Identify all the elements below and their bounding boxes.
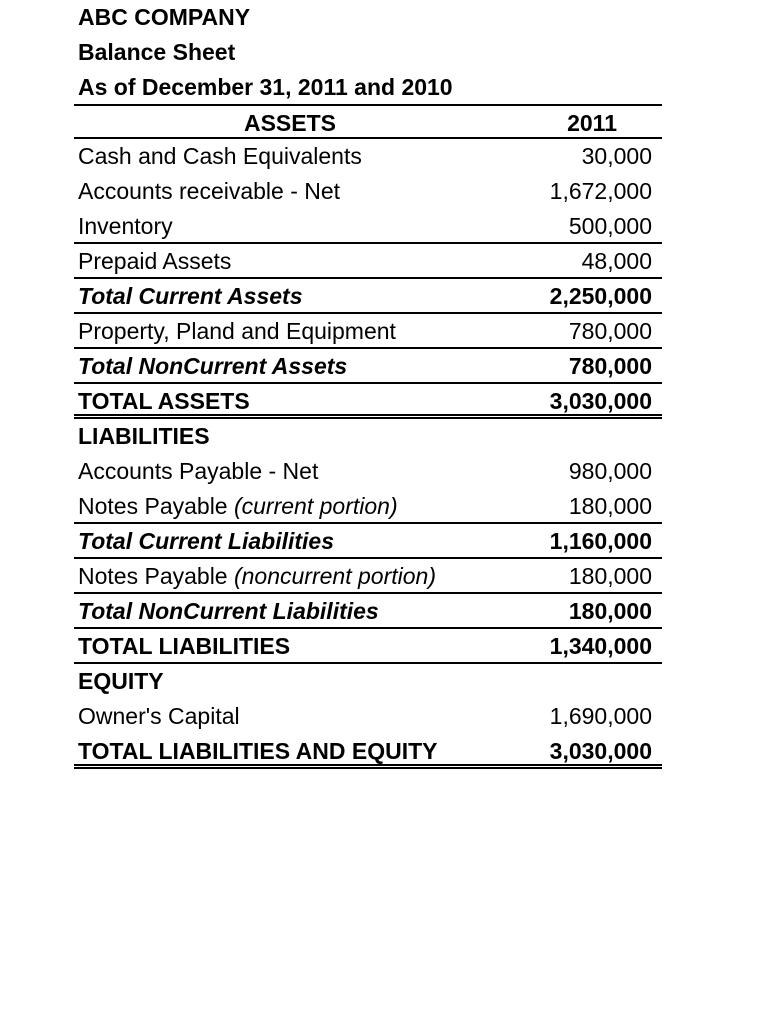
row-total-current-assets bbox=[74, 279, 662, 314]
row-accounts-receivable bbox=[74, 174, 662, 209]
row-label-note: (current portion) bbox=[233, 493, 398, 519]
row-value: 2,250,000 bbox=[549, 283, 652, 309]
row-label: Cash and Cash Equivalents bbox=[78, 143, 362, 169]
row-label-main: Notes Payable bbox=[78, 493, 228, 519]
row-label: Prepaid Assets bbox=[78, 248, 232, 274]
row-value: 30,000 bbox=[581, 143, 652, 169]
row-notes-payable-current bbox=[74, 489, 662, 524]
row-total-liabilities-equity bbox=[74, 734, 662, 769]
row-value: 3,030,000 bbox=[549, 388, 652, 414]
row-total-noncurrent-assets bbox=[74, 349, 662, 384]
row-total-liabilities bbox=[74, 629, 662, 664]
row-label: TOTAL LIABILITIES AND EQUITY bbox=[78, 738, 438, 764]
column-header-row bbox=[74, 104, 662, 139]
row-owners-capital bbox=[74, 699, 662, 734]
row-value: 180,000 bbox=[568, 563, 652, 589]
row-label: Total Current Assets bbox=[78, 283, 303, 309]
row-value: 180,000 bbox=[568, 493, 652, 519]
row-value: 1,672,000 bbox=[549, 178, 652, 204]
row-label: Total Current Liabilities bbox=[78, 528, 335, 554]
row-value: 780,000 bbox=[568, 353, 652, 379]
report-title: Balance Sheet bbox=[78, 39, 236, 65]
row-label-note: (noncurrent portion) bbox=[233, 563, 436, 589]
row-value: 1,340,000 bbox=[549, 633, 652, 659]
row-ppe bbox=[74, 314, 662, 349]
row-label-main: Notes Payable bbox=[78, 563, 228, 589]
row-liabilities-heading bbox=[74, 419, 662, 454]
row-total-noncurrent-liabilities bbox=[74, 594, 662, 629]
row-label bbox=[78, 489, 398, 523]
row-equity-heading bbox=[74, 664, 662, 699]
row-cash bbox=[74, 139, 662, 174]
row-label: Inventory bbox=[78, 213, 173, 239]
row-label bbox=[78, 559, 436, 593]
row-label: Total NonCurrent Liabilities bbox=[78, 598, 379, 624]
row-value: 1,690,000 bbox=[549, 703, 652, 729]
section-heading: LIABILITIES bbox=[78, 423, 210, 449]
row-label: TOTAL ASSETS bbox=[78, 388, 250, 414]
row-value: 980,000 bbox=[568, 458, 652, 484]
row-accounts-payable bbox=[74, 454, 662, 489]
row-value: 180,000 bbox=[568, 598, 652, 624]
row-value: 780,000 bbox=[568, 318, 652, 344]
row-value: 500,000 bbox=[568, 213, 652, 239]
row-total-assets bbox=[74, 384, 662, 419]
row-notes-payable-noncurrent bbox=[74, 559, 662, 594]
row-label: Accounts Payable - Net bbox=[78, 458, 319, 484]
row-value: 3,030,000 bbox=[549, 738, 652, 764]
row-label: Property, Pland and Equipment bbox=[78, 318, 396, 344]
company-name: ABC COMPANY bbox=[78, 4, 251, 30]
year-column-header: 2011 bbox=[567, 110, 617, 136]
balance-sheet-table bbox=[74, 104, 662, 769]
row-label: TOTAL LIABILITIES bbox=[78, 633, 291, 659]
section-heading: EQUITY bbox=[78, 668, 164, 694]
row-label: Accounts receivable - Net bbox=[78, 178, 341, 204]
row-value: 1,160,000 bbox=[549, 528, 652, 554]
row-prepaid-assets bbox=[74, 244, 662, 279]
row-inventory bbox=[74, 209, 662, 244]
report-period: As of December 31, 2011 and 2010 bbox=[78, 74, 453, 100]
row-total-current-liabilities bbox=[74, 524, 662, 559]
row-label: Owner's Capital bbox=[78, 703, 240, 729]
assets-column-header: ASSETS bbox=[243, 110, 337, 136]
report-header bbox=[78, 0, 678, 105]
row-label: Total NonCurrent Assets bbox=[78, 353, 348, 379]
row-value: 48,000 bbox=[581, 248, 652, 274]
